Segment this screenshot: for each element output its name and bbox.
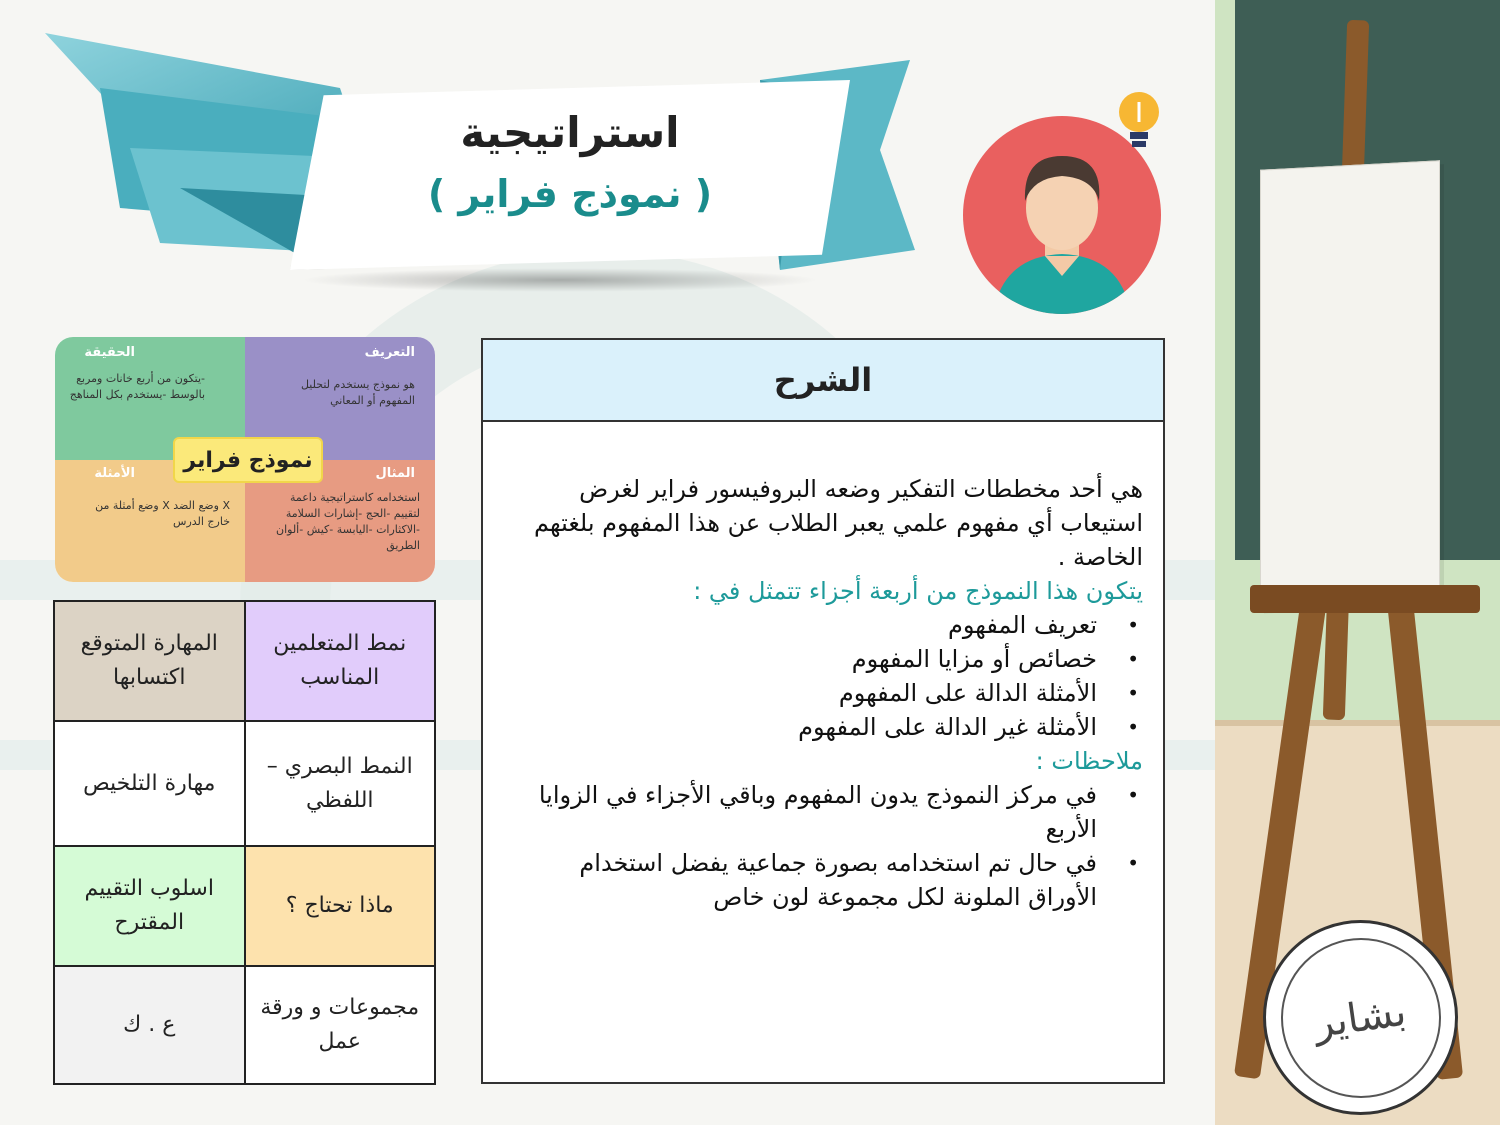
list-item: • الأمثلة الدالة على المفهوم [503,676,1097,710]
quadrant-text: استخدامه كاستراتيجية داعمة لتقييم -الحج -إشارات السلامة -الاكثارات -اليابسة -كيش -ألوان الطريق [276,490,420,552]
notes-list [503,778,1143,914]
quadrant-text: -يتكون من أربع خانات ومربع بالوسط -يستخدم بكل المناهج [69,372,205,401]
table-row [54,601,435,721]
frayer-model-diagram [55,337,435,582]
table-row [54,721,435,846]
parts-title: يتكون هذا النموذج من أربعة أجزاء تتمثل في : [693,577,1143,605]
table-cell-assessment-value: ع . ك [54,966,245,1084]
table-cell-requirements-header: ماذا تحتاج ؟ [245,846,436,966]
parts-list [503,608,1143,744]
list-item: • في مركز النموذج يدون المفهوم وباقي الأجزاء في الزوايا الأربع [503,778,1097,846]
lightbulb-icon [1115,88,1163,158]
quadrant-text: هو نموذج يستخدم لتحليل المفهوم أو المعاني [300,378,415,407]
quadrant-label: المثال [375,465,415,481]
page-title: استراتيجية [460,108,680,157]
quadrant-label: التعريف [364,345,415,360]
quadrant-label: الأمثلة [94,465,135,481]
quadrant-text: X وضع الضد X وضع أمثلة من خارج الدرس [95,498,230,528]
table-row [54,966,435,1084]
scene-floor-line [1215,720,1500,726]
list-item: • تعريف المفهوم [503,608,1097,642]
table-cell-requirements-value: مجموعات و ورقة عمل [245,966,436,1084]
table-cell-assessment-header: اسلوب التقييم المقترح [54,846,245,966]
table-cell-expected-skill-value: مهارة التلخيص [54,721,245,846]
easel-canvas [1260,160,1440,609]
table-cell-expected-skill-header: المهارة المتوقع اكتسابها [54,601,245,721]
panel-heading: الشرح [483,340,1163,422]
diagram-center-label: نموذج فراير [173,437,323,483]
seal-text: بشاير [1311,988,1410,1047]
list-item: • خصائص أو مزايا المفهوم [503,642,1097,676]
organization-seal [1263,920,1458,1115]
quadrant-label: الحقيقة [84,345,135,360]
explanation-panel [481,338,1165,1084]
list-item: • الأمثلة غير الدالة على المفهوم [503,710,1097,744]
panel-intro: هي أحد مخططات التفكير وضعه البروفيسور فراير لغرض استيعاب أي مفهوم علمي يعبر الطلاب عن هذا المفهوم بلغتهم الخاصة . [534,475,1143,571]
notes-title: ملاحظات : [1035,747,1143,775]
list-item: • في حال تم استخدامه بصورة جماعية يفضل استخدام الأوراق الملونة لكل مجموعة لون خاص [503,846,1097,914]
easel-shelf [1250,585,1480,613]
panel-body [483,422,1163,914]
seal-inner [1281,938,1441,1098]
title-card-shadow [300,268,820,292]
table-cell-learner-style-header: نمط المتعلمين المناسب [245,601,436,721]
page-subtitle: ( نموذج فراير ) [427,172,713,216]
table-cell-learner-style-value: النمط البصري – اللفظي [245,721,436,846]
table-row [54,846,435,966]
strategy-info-table [53,600,436,1085]
